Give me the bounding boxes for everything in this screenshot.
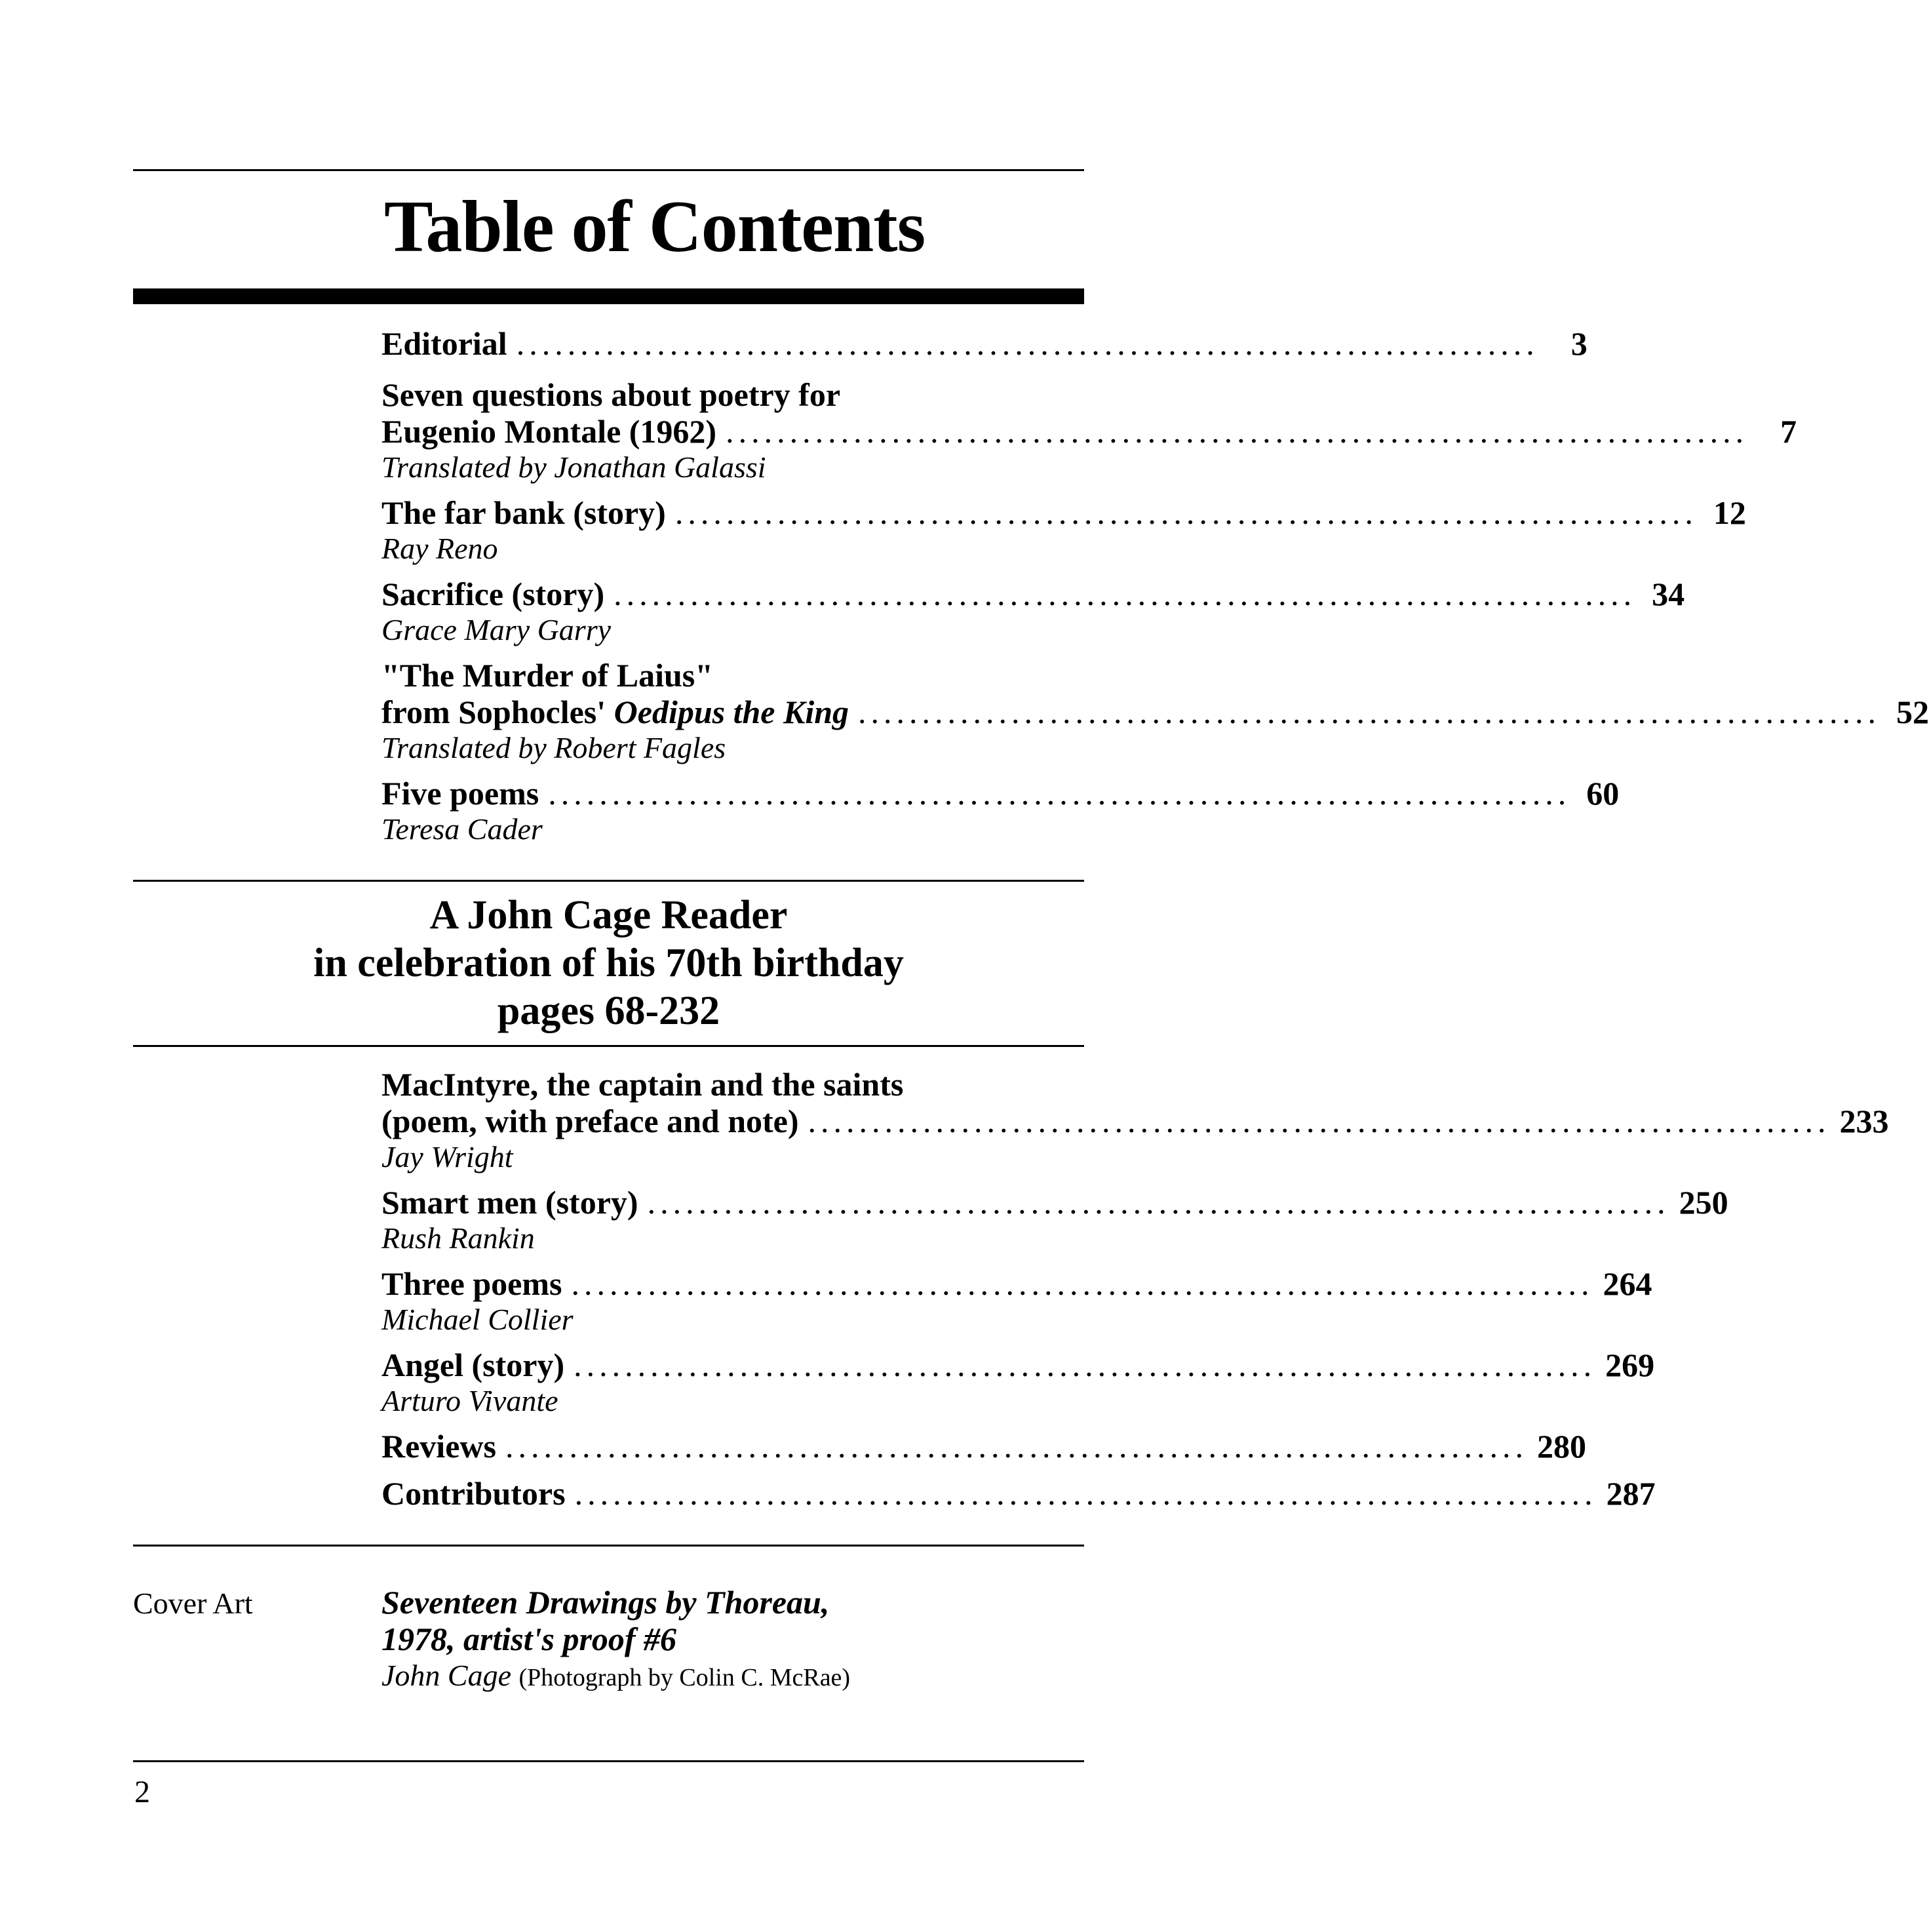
entry-title: Angel (story) [381, 1347, 565, 1383]
entry-page: 52 [1896, 694, 1929, 730]
entry-title: "The Murder of Laius" [381, 657, 714, 694]
entry-title: Five poems [381, 775, 539, 812]
entry-page: 280 [1536, 1428, 1586, 1465]
toc-entry [381, 1066, 1889, 1175]
title-bar [133, 288, 1084, 304]
dot-leader: ................................................................................ [548, 775, 1571, 812]
entry-page: 3 [1570, 325, 1588, 362]
entry-title: Smart men (story) [381, 1184, 638, 1221]
entry-author: Grace Mary Garry [381, 613, 612, 646]
toc-entry [381, 494, 1746, 566]
section-rule-bottom [133, 1045, 1084, 1047]
entry-author: Translated by Jonathan Galassi [381, 450, 766, 484]
entry-author: Ray Reno [381, 532, 498, 565]
cover-art-title: Seventeen Drawings by Thoreau, [381, 1584, 830, 1621]
toc-entry [381, 1428, 1586, 1465]
cover-artist: John Cage [381, 1659, 512, 1692]
entry-author: Rush Rankin [381, 1221, 535, 1255]
entry-title: Eugenio Montale (1962) [381, 413, 717, 450]
entry-page: 60 [1586, 775, 1620, 812]
page-title: Table of Contents [384, 186, 926, 267]
dot-leader: ................................................................................ [505, 1428, 1528, 1465]
entry-title: Sacrifice (story) [381, 576, 605, 612]
section-heading [0, 892, 1217, 1035]
entry-title: Seven questions about poetry for [381, 376, 841, 413]
entry-page: 34 [1652, 576, 1685, 612]
cover-art-credit [381, 1657, 850, 1696]
toc-entry [381, 1184, 1728, 1256]
entry-title: MacIntyre, the captain and the saints [381, 1066, 904, 1103]
page-number: 2 [134, 1775, 150, 1809]
dot-leader: ................................................................................ [858, 694, 1881, 730]
play-title: Oedipus the King [614, 694, 849, 730]
entry-title: (poem, with preface and note) [381, 1103, 799, 1139]
section-subtitle: in celebration of his 70th birthday [313, 941, 904, 985]
entry-page: 250 [1679, 1184, 1728, 1221]
section-rule-top [133, 880, 1084, 882]
toc-entry [381, 376, 1797, 485]
entry-author: Arturo Vivante [381, 1384, 558, 1417]
top-rule [133, 169, 1084, 171]
cover-rule [133, 1545, 1084, 1547]
dot-leader: ................................................................................ [571, 1265, 1594, 1302]
entry-title: The far bank (story) [381, 494, 666, 531]
section-title: A John Cage Reader [429, 893, 788, 937]
cover-art-label: Cover Art [133, 1587, 253, 1620]
toc-list-b [381, 1066, 1889, 1512]
toc-entry [381, 325, 1588, 362]
entry-author: Michael Collier [381, 1303, 574, 1336]
toc-entry [381, 657, 1929, 766]
entry-title: Three poems [381, 1265, 562, 1302]
photo-credit: (Photograph by Colin C. McRae) [518, 1664, 851, 1691]
dot-leader: ................................................................................ [674, 494, 1698, 531]
entry-page: 269 [1605, 1347, 1655, 1383]
toc-entry [381, 1347, 1655, 1419]
toc-list-a [381, 325, 1929, 847]
entry-page: 233 [1839, 1103, 1889, 1139]
entry-title: from Sophocles' Oedipus the King [381, 694, 849, 730]
cover-art-info [381, 1584, 850, 1696]
entry-title: Editorial [381, 325, 507, 362]
toc-entry [381, 775, 1620, 847]
toc-entry [381, 1475, 1656, 1512]
entry-title: Reviews [381, 1428, 496, 1465]
cover-art-title: 1978, artist's proof #6 [381, 1621, 677, 1657]
toc-entry [381, 1265, 1652, 1337]
dot-leader: ................................................................................ [647, 1184, 1670, 1221]
entry-page: 12 [1713, 494, 1746, 531]
dot-leader: ................................................................................ [574, 1475, 1597, 1512]
entry-page: 287 [1606, 1475, 1656, 1512]
entry-page: 7 [1780, 413, 1797, 450]
dot-leader: ................................................................................ [574, 1347, 1597, 1383]
entry-title: Contributors [381, 1475, 566, 1512]
entry-author: Translated by Robert Fagles [381, 731, 726, 764]
dot-leader: ................................................................................ [726, 413, 1749, 450]
section-pages: pages 68-232 [497, 989, 720, 1033]
footer-rule [133, 1760, 1084, 1762]
dot-leader: ................................................................................ [614, 576, 1637, 612]
toc-entry [381, 576, 1685, 648]
dot-leader: ................................................................................ [808, 1103, 1831, 1139]
entry-author: Teresa Cader [381, 812, 543, 846]
entry-author: Jay Wright [381, 1140, 513, 1173]
entry-page: 264 [1603, 1265, 1652, 1302]
dot-leader: ................................................................................ [516, 325, 1539, 362]
